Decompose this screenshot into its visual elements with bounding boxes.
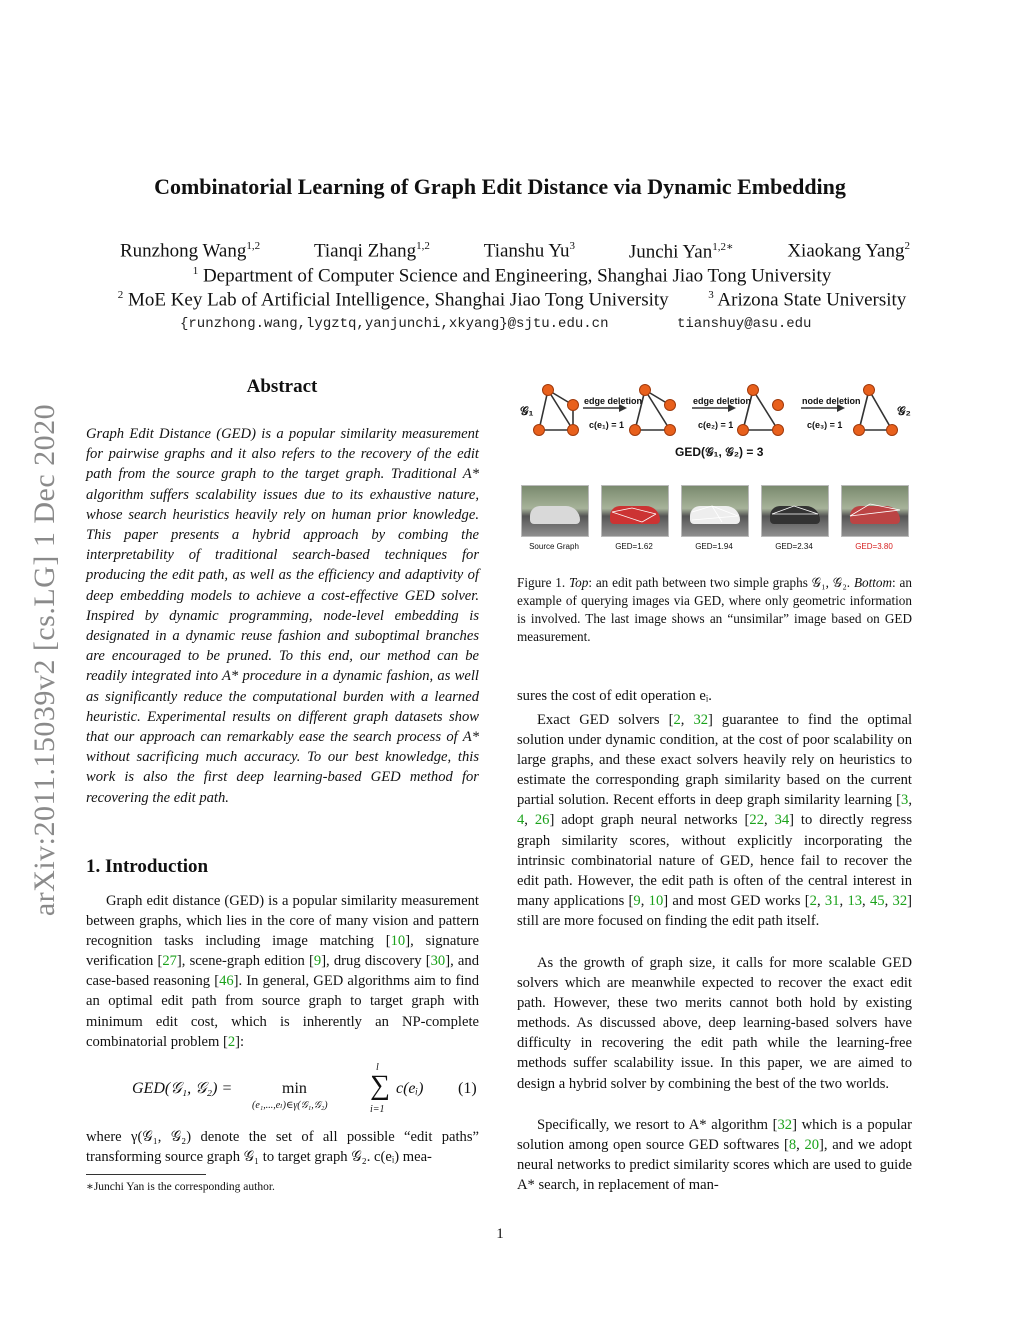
citation-link[interactable]: 32 [693, 712, 709, 728]
citation-link[interactable]: 8 [788, 1137, 797, 1154]
author: Tianqi Zhang$^{1,2}$ [313, 240, 430, 262]
abstract-text: Graph Edit Distance (GED) is a popular similarity measurement for pairwise graphs and it also refers to the recovery of the edit path from the source graph to the target graph. Traditional A* algorithm suffers scalability issues due to its exhaustive nature, whose search heuristics heavily rely on human prior knowledge. This paper presents a hybrid approach by combing the interpretability of traditional search-based techniques for producing the edit path, as well as the efficiency and adaptivity of deep embedding models to achieve a cost-effective GED solver. Inspired by dynamic programming, node-level embedding is designated in a dynamic reuse fashion and suboptimal branches are encouraged to be pruned. To this end, our method can be readily integrated into A* procedure in a dynamic fashion, as well as significantly reduce the computational burden with a learned heuristic. Experimental results on different graph datasets show that our approach can remarkably ease the search process of A* without sacrificing much accuracy. To our best knowledge, this work is also the first deep learning-based GED method for recovering the edit path. [86, 426, 479, 806]
author-emails [180, 316, 880, 332]
equation-min-subscript: (e₁,...,eₗ)∈γ(𝒢₁,𝒢₂) [252, 1100, 328, 1111]
car-thumbnail [601, 485, 669, 537]
citation-link[interactable]: 2 [673, 712, 681, 728]
email-sjtu: {runzhong.wang,lygztq,yanjunchi,xkyang}@sjtu.edu.cn [180, 316, 609, 332]
right-paragraph-continuation: sures the cost of edit operation eᵢ. [517, 688, 712, 704]
edit-op-cost: c(e₂) = 1 [698, 420, 734, 430]
author: Tianshu Yu$^3$ [483, 240, 575, 262]
edit-op-label: node deletion [802, 396, 861, 406]
citation-link[interactable]: 26 [534, 812, 550, 829]
car-thumbnail [761, 485, 829, 537]
equation-term: c(eᵢ) [396, 1080, 424, 1097]
page-number: 1 [496, 1226, 504, 1242]
edit-op-label: edge deletion [693, 396, 752, 406]
right-paragraph-3: Specifically, we resort to A* algorithm [32] which is a popular solution among open source GED softwares [8, 20], and we adopt neural networks to predict similarity scores which are used to guide A* search, in replacement of man- [517, 1117, 913, 1194]
author-list [120, 240, 910, 263]
citation-link[interactable]: 9 [313, 953, 322, 970]
equation-sum-lower: i=1 [370, 1104, 385, 1115]
thumbnail-label: GED=1.62 [615, 542, 653, 551]
citation-link[interactable]: 27 [162, 953, 177, 970]
citation-link[interactable]: 22 [749, 812, 764, 829]
footnote: ∗Junchi Yan is the corresponding author. [86, 1181, 275, 1193]
author: Junchi Yan$^{1,2∗}$ [628, 241, 734, 263]
citation-link[interactable]: 45 [869, 892, 885, 909]
abstract-heading: Abstract [246, 376, 318, 397]
citation-link[interactable]: 32 [777, 1117, 793, 1133]
section-heading-introduction: 1. Introduction [86, 856, 209, 877]
equation-lhs: GED(𝒢₁, 𝒢₂) = [132, 1080, 233, 1097]
arxiv-identifier: arXiv:2011.15039v2 [cs.LG] 1 Dec 2020 [28, 403, 62, 917]
citation-link[interactable]: 30 [430, 953, 446, 970]
email-asu: tianshuy@asu.edu [677, 316, 812, 332]
figure-1-edit-path-diagram [515, 378, 915, 463]
citation-link[interactable]: 2 [227, 1033, 236, 1050]
car-thumbnail [841, 485, 909, 537]
intro-paragraph-2: where γ(𝒢₁, 𝒢₂) denote the set of all possible “edit paths” transforming source graph 𝒢₁ to target graph 𝒢₂. c(eᵢ) mea- [86, 1129, 479, 1166]
author: Runzhong Wang$^{1,2}$ [120, 240, 261, 262]
car-thumbnail [681, 485, 749, 537]
equation-number: (1) [458, 1080, 477, 1097]
arxiv-sidebar-stamp [20, 360, 70, 960]
citation-link[interactable]: 32 [892, 892, 908, 909]
citation-link[interactable]: 3 [901, 792, 909, 809]
equation-sum-symbol: ∑ [370, 1070, 390, 1101]
citation-link[interactable]: 13 [847, 892, 863, 909]
citation-link[interactable]: 10 [390, 933, 406, 950]
thumbnail-label: GED=2.34 [775, 542, 813, 551]
citation-link[interactable]: 20 [804, 1137, 820, 1154]
affiliation-line-2: $^2$ MoE Key Lab of Artificial Intelligence, Shanghai Jiao Tong University $^3$ Arizona State University [117, 289, 907, 311]
graph-2-label: 𝒢₂ [897, 404, 911, 418]
citation-link[interactable]: 10 [648, 892, 664, 909]
edit-op-cost: c(e₁) = 1 [589, 420, 624, 430]
thumbnail-label: Source Graph [529, 542, 579, 551]
footnote-rule [86, 1174, 206, 1175]
ged-total-label: GED(𝒢₁, 𝒢₂) = 3 [675, 445, 764, 459]
figure-1-image-thumbnails [521, 485, 911, 560]
citation-link[interactable]: 2 [809, 892, 817, 909]
thumbnail-label: GED=1.94 [695, 542, 733, 551]
edit-op-label: edge deletion [584, 396, 643, 406]
right-paragraph-2: As the growth of graph size, it calls for more scalable GED solvers which are meanwhile expected to recover the exact edit path. However, these two merits cannot both hold by existing methods. As discussed above, deep learning-based solvers have difficulty in recovering the edit path while the learning-free methods suffer scalability issue. In this paper, we are aimed to design a hybrid solver by combining the best of the two worlds. [517, 955, 912, 1092]
affiliation-line-1: $^1$ Department of Computer Science and Engineering, Shanghai Jiao Tong University [192, 265, 832, 287]
edit-op-cost: c(e₃) = 1 [807, 420, 843, 430]
equation-1 [86, 1064, 479, 1122]
intro-paragraph-1: Graph edit distance (GED) is a popular similarity measurement between graphs, which lies in the core of many vision and pattern recognition tasks including image matching [10], signature verification [27], scene-graph edition [9], drug discovery [30], and case-based reasoning [46]. In general, GED algorithms aim to find an optimal edit path from source graph to target graph with minimum edit cost, which is inherently an NP-complete combinatorial problem [2]: [86, 893, 480, 1050]
citation-link[interactable]: 46 [219, 973, 234, 990]
citation-link[interactable]: 31 [824, 892, 840, 909]
citation-link[interactable]: 9 [633, 892, 641, 909]
graph-1-label: 𝒢₁ [520, 404, 534, 418]
figure-1-caption: Figure 1. Top: an edit path between two simple graphs 𝒢₁, 𝒢₂. Bottom: an example of querying images via GED, where only geometric information is involved. The last image shows an “unsimilar” image based on GED measurement. [517, 575, 912, 644]
right-paragraph-1: Exact GED solvers [2, 32] guarantee to find the optimal solution under dynamic condition, at the cost of poor scalability on large graphs, and these exact solvers heavily rely on heuristics to estimate the corresponding graph similarity based on the current partial solution. Recent efforts in deep graph similarity learning [3, 4, 26] adopt graph neural networks [22, 34] to directly regress graph similarity scores, without explicitly incorporating the intrinsic combinatorial nature of GED, hence fail to recover the edit path. However, the edit path is often of the central interest in many applications [9, 10] and most GED works [2, 31, 13, 45, 32] still are more focused on finding the edit path itself. [517, 712, 913, 929]
thumbnail-label-unsimilar: GED=3.80 [855, 542, 893, 551]
equation-sum-upper: l [376, 1062, 379, 1073]
paper-title: Combinatorial Learning of Graph Edit Distance via Dynamic Embedding [154, 174, 846, 199]
car-thumbnail [521, 485, 589, 537]
author: Xiaokang Yang$^2$ [787, 240, 910, 262]
citation-link[interactable]: 34 [774, 812, 790, 829]
equation-min: min [282, 1080, 307, 1097]
citation-link[interactable]: 4 [517, 812, 525, 829]
